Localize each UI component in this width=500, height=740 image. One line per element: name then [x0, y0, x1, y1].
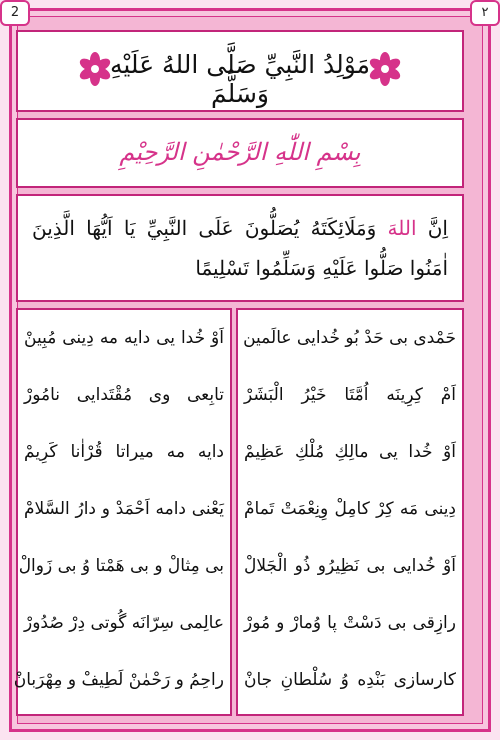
- poem-right-column: [236, 308, 464, 716]
- page-number-right: ٢: [470, 0, 500, 26]
- poem-line: تابِعی وی مُقْتَدایی نامُورْ: [24, 385, 224, 405]
- poem-line: عالِمی سِرّانَه گُوتی دِرْ صُدُورْ: [24, 613, 224, 633]
- flower-ornament-icon: [78, 52, 112, 86]
- poem-line: کارسازی بَنْدِه وُ سُلْطانِ جانْ: [244, 670, 456, 690]
- poem-left-column: [13, 308, 232, 716]
- poem-line: اَوْ خُدا یی دایه مه دِینی مُبِینْ: [24, 328, 224, 348]
- poem-line: دِینی مَه کِرْ کامِلْ وِنِعْمَتْ تَمامْ: [244, 499, 456, 519]
- page-number-left: 2: [0, 0, 30, 26]
- verse-box: [16, 194, 464, 302]
- basmala: بِسْمِ اللّٰهِ الرَّحْمٰنِ الرَّحِيْمِ: [119, 138, 361, 166]
- quran-verse: [32, 208, 448, 288]
- poem-line: اَوْ خُدایی بی نَظِیرُو ذُو الْجَلالْ: [244, 556, 456, 576]
- poem-line: دایه مه میراتا قُرْاٰنا کَرِیمْ: [24, 442, 224, 462]
- page-title: مَوْلِدُ النَّبِيِّ صَلَّى اللهُ عَلَيْهِ وَسَلَّمَ: [109, 50, 371, 108]
- poem-line: راحِمُ و رَحْمٰنْ لَطِیفْ و مِهْرَبانْ: [13, 670, 224, 690]
- poem-line: حَمْدی بی حَدْ بُو خُدایی عالَمین: [243, 328, 456, 348]
- basmala-box: [16, 118, 464, 188]
- poem-line: رازِقی بی دَسْتْ پا وُمارْ و مُورْ: [244, 613, 456, 633]
- poem-line: اَمْ کِرِینَه اُمَّتَا خَیْرُ الْبَشَرْ: [244, 385, 456, 405]
- title-box: [16, 30, 464, 112]
- poem-line: یَعْنی دامه اَحْمَدْ و دارُ السَّلامْ: [24, 499, 224, 519]
- verse-text-rest: وَمَلَائِكَتَهُ يُصَلُّونَ عَلَى النَّبِيِّ يَا اَيُّهَا الَّذِينَ اٰمَنُوا صَلُّوا عَلَيْهِ وَسَلِّمُوا تَسْلِيمًا: [32, 216, 448, 280]
- poem-line: اَوْ خُدا یی مالِكِ مُلْكِ عَظِیمْ: [244, 442, 456, 462]
- verse-text-start: اِنَّ: [416, 216, 448, 240]
- poem-line: بی مِثالْ و بی هَمْتا وُ بی زَوالْ: [18, 556, 224, 576]
- verse-allah-word: اللهَ: [387, 216, 417, 240]
